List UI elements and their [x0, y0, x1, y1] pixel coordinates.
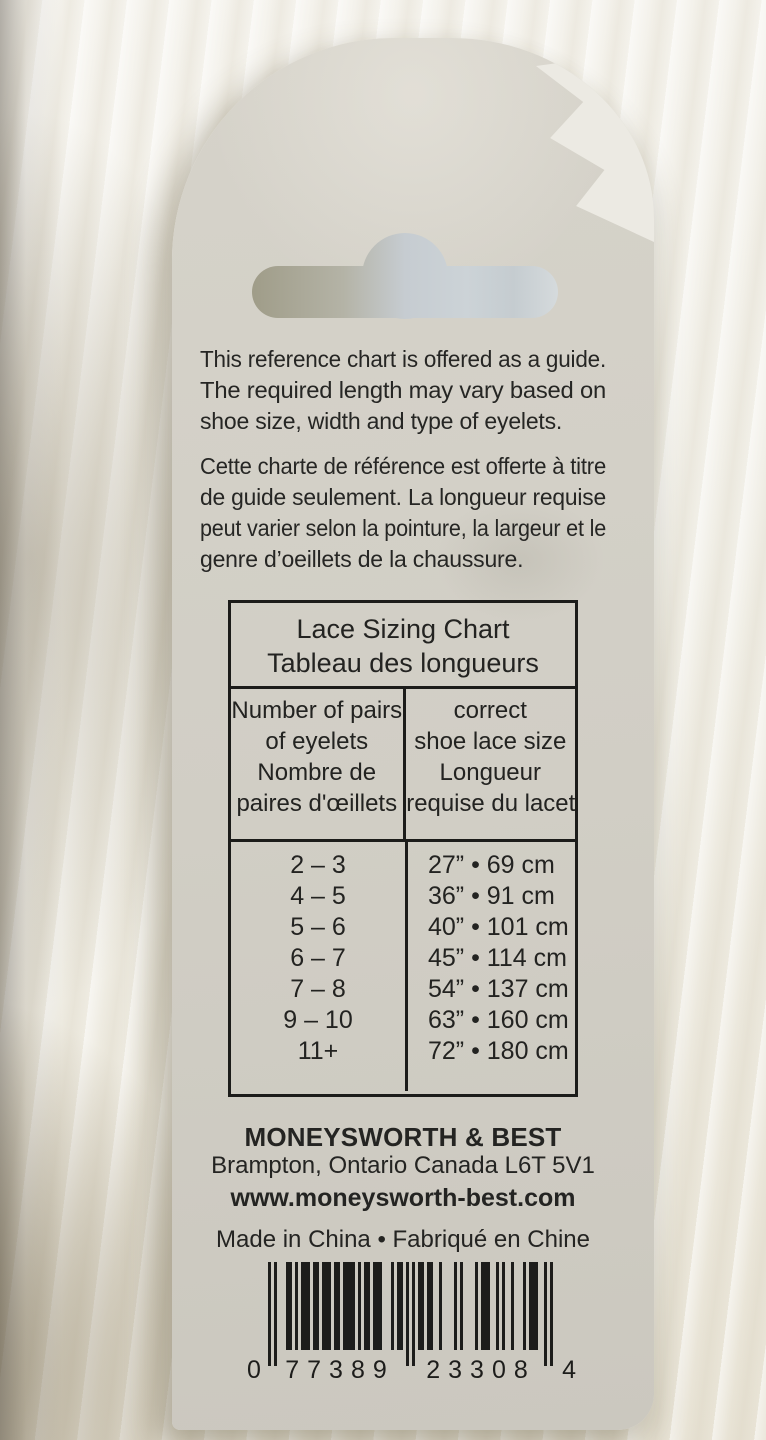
header-line: paires d'œillets: [236, 790, 398, 817]
brand-website: www.moneysworth-best.com: [230, 1184, 576, 1212]
pairs-value: 11+: [297, 1037, 339, 1065]
torn-cardboard-edge: [536, 50, 654, 250]
table-body: [231, 842, 575, 1091]
barcode-digit-right: 4: [562, 1356, 576, 1384]
barcode-digits-group1: 77389: [285, 1356, 395, 1384]
length-value: 36” • 91 cm: [428, 882, 555, 910]
length-value: 27” • 69 cm: [428, 851, 555, 879]
header-line: correct: [453, 697, 527, 724]
length-value: 45” • 114 cm: [428, 944, 567, 972]
pairs-column: [231, 842, 408, 1091]
notice-line: Cette charte de référence est offerte à titre: [200, 453, 606, 479]
pairs-value: 2 – 3: [290, 851, 346, 879]
notice-line: This reference chart is offered as a guide.: [200, 346, 606, 372]
length-value: 72” • 180 cm: [428, 1037, 569, 1065]
lace-sizing-table: [228, 600, 578, 1097]
header-line: Longueur: [439, 759, 541, 786]
header-line: requise du lacet: [405, 790, 575, 817]
barcode-digits-group2: 23308: [426, 1356, 536, 1384]
pairs-value: 5 – 6: [290, 913, 346, 941]
header-pairs-cell: [231, 689, 406, 839]
notice-line: peut varier selon la pointure, la largeur et le: [200, 515, 606, 541]
notice-line: shoe size, width and type of eyelets.: [200, 408, 563, 434]
pairs-value: 6 – 7: [290, 944, 346, 972]
origin-line: Made in China • Fabriqué en Chine: [216, 1226, 590, 1253]
header-line: of eyelets: [265, 728, 369, 755]
barcode-bars: [268, 1262, 553, 1366]
upc-barcode: [247, 1262, 576, 1384]
length-value: 40” • 101 cm: [428, 913, 569, 941]
pairs-value: 4 – 5: [290, 882, 346, 910]
barcode-digit-left: 0: [247, 1356, 261, 1384]
notice-line: genre d’oeillets de la chaussure.: [200, 546, 524, 572]
header-line: shoe lace size: [414, 728, 567, 755]
brand-address: Brampton, Ontario Canada L6T 5V1: [211, 1152, 595, 1179]
notice-line: The required length may vary based on: [200, 377, 606, 403]
table-title-fr: Tableau des longueurs: [267, 648, 539, 678]
brand-name: MONEYSWORTH & BEST: [244, 1122, 562, 1152]
pairs-value: 9 – 10: [283, 1006, 353, 1034]
euro-hang-hole: [250, 230, 560, 322]
header-line: Nombre de: [257, 759, 377, 786]
hang-tag-card: [172, 38, 654, 1430]
table-title-en: Lace Sizing Chart: [296, 614, 510, 644]
length-value: 63” • 160 cm: [428, 1006, 569, 1034]
length-column: [408, 842, 575, 1091]
pairs-value: 7 – 8: [290, 975, 346, 1003]
header-length-cell: [406, 689, 575, 839]
notice-english: [200, 344, 606, 437]
length-value: 54” • 137 cm: [428, 975, 569, 1003]
header-line: Number of pairs: [231, 697, 403, 724]
notice-french: [200, 451, 606, 575]
table-title: [231, 603, 575, 689]
table-header-row: [231, 689, 575, 842]
notice-line: de guide seulement. La longueur requise: [200, 484, 606, 510]
